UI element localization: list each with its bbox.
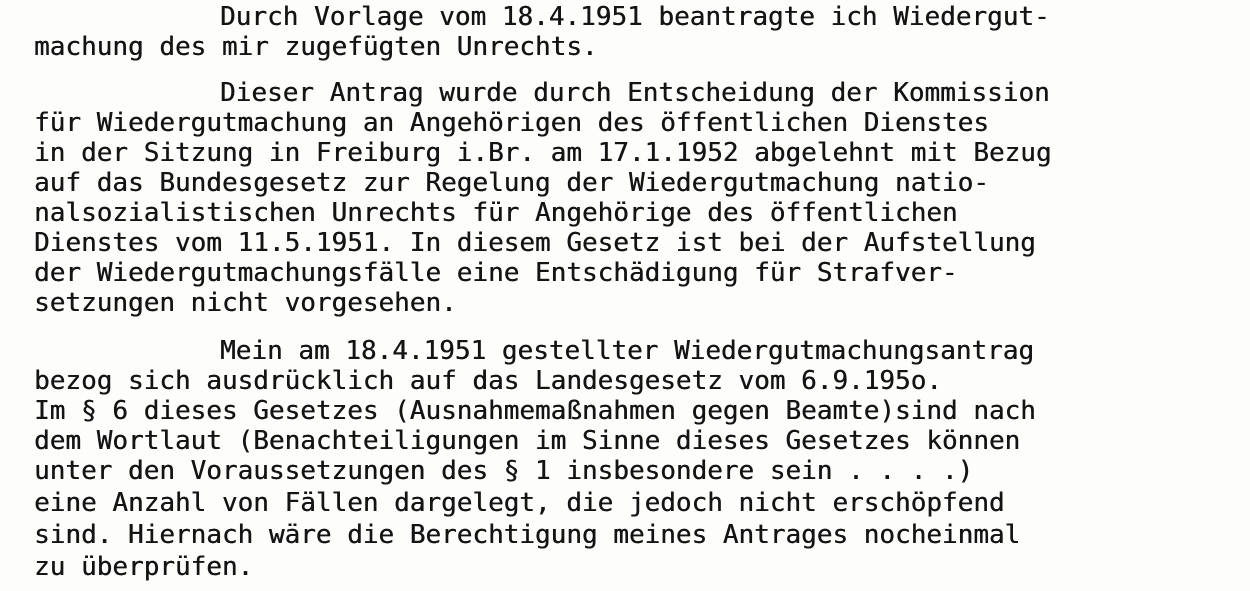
paragraph-3-line-6: eine Anzahl von Fällen dargelegt, die jedoch nicht erschöpfend — [34, 488, 1005, 518]
paragraph-2-line-2: für Wiedergutmachung an Angehörigen des öffentlichen Dienstes — [34, 108, 989, 138]
paragraph-2-line-3: in der Sitzung in Freiburg i.Br. am 17.1.1952 abgelehnt mit Bezug — [34, 138, 1052, 168]
paragraph-3-line-2: bezog sich ausdrücklich auf das Landesgesetz vom 6.9.195o. — [34, 366, 942, 396]
paragraph-3-line-8: zu überprüfen. — [34, 552, 254, 582]
paragraph-1-line-2: machung des mir zugefügten Unrechts. — [34, 32, 598, 62]
paragraph-2-line-1: Dieser Antrag wurde durch Entscheidung der Kommission — [220, 78, 1050, 108]
paragraph-3-line-3: Im § 6 dieses Gesetzes (Ausnahmemaßnahmen gegen Beamte)sind nach — [34, 396, 1036, 426]
paragraph-2-line-4: auf das Bundesgesetz zur Regelung der Wiedergutmachung natio- — [34, 168, 989, 198]
paragraph-2-line-8: setzungen nicht vorgesehen. — [34, 288, 457, 318]
paragraph-2-line-5: nalsozialistischen Unrechts für Angehörige des öffentlichen — [34, 198, 958, 228]
paragraph-3-line-1: Mein am 18.4.1951 gestellter Wiedergutmachungsantrag — [220, 336, 1034, 366]
paragraph-2-line-6: Dienstes vom 11.5.1951. In diesem Gesetz ist bei der Aufstellung — [34, 228, 1036, 258]
paragraph-3-line-7: sind. Hiernach wäre die Berechtigung meines Antrages nocheinmal — [34, 520, 1021, 550]
paragraph-1-line-1: Durch Vorlage vom 18.4.1951 beantragte ich Wiedergut- — [220, 2, 1050, 32]
paragraph-3-line-4: dem Wortlaut (Benachteiligungen im Sinne dieses Gesetzes können — [34, 426, 1021, 456]
paragraph-2-line-7: der Wiedergutmachungsfälle eine Entschädigung für Strafver- — [34, 258, 958, 288]
paragraph-3-line-5: unter den Voraussetzungen des § 1 insbesondere sein . . . .) — [34, 456, 974, 486]
